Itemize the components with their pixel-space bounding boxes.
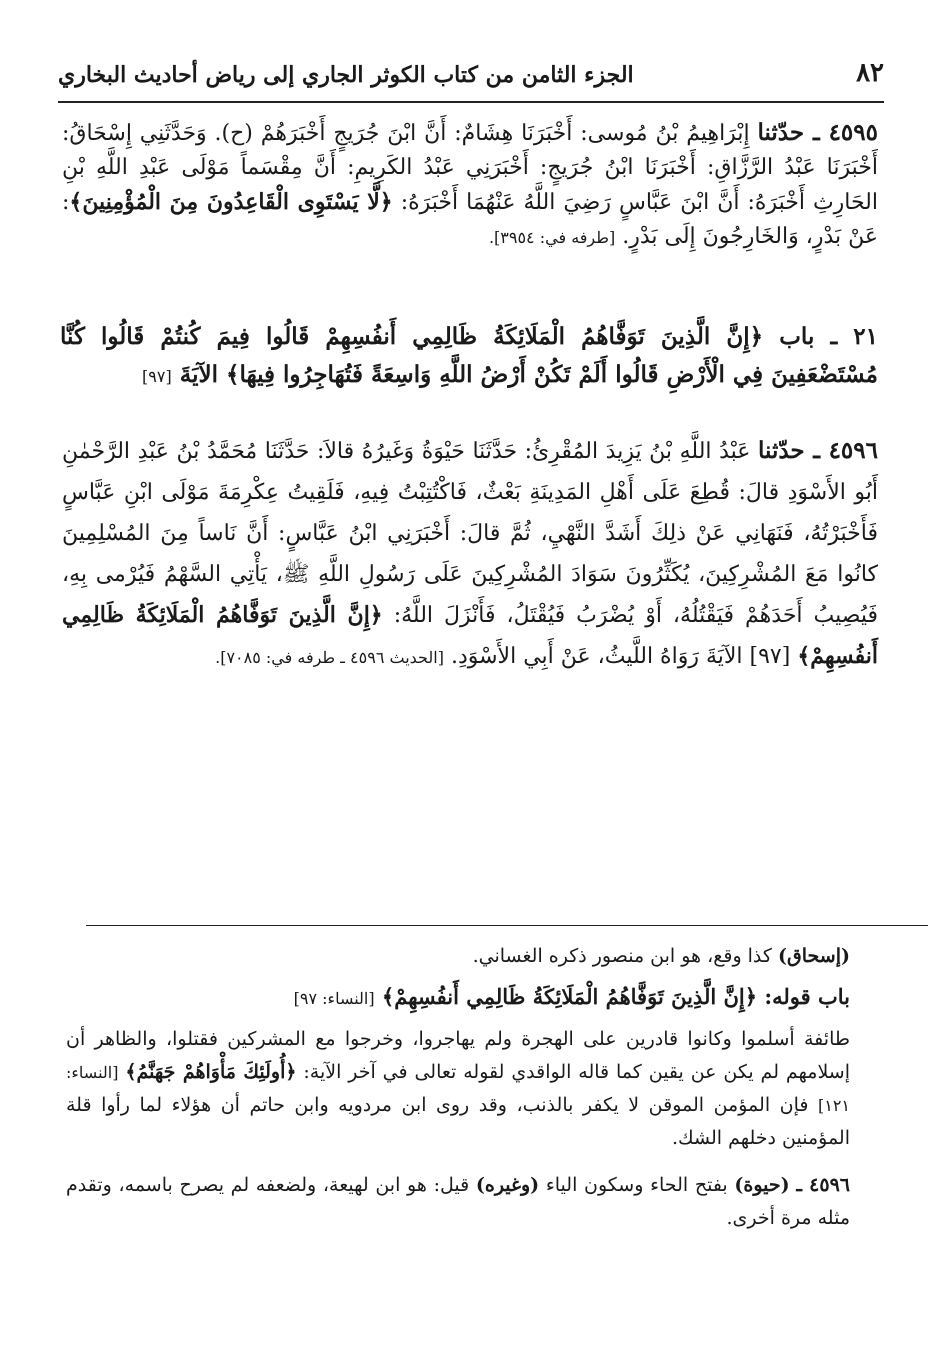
page-number: ٨٢	[856, 58, 884, 88]
quran-verse: ﴿لَّا يَسْتَوِى الْقَاعِدُونَ مِنَ الْمُؤْمِنِينَ﴾	[69, 189, 393, 215]
commentary-quran-verse: ﴿إِنَّ الَّذِينَ تَوَفَّاهُمُ الْمَلَائِكَةُ ظَالِمِي أَنفُسِهِمْ﴾	[381, 984, 758, 1009]
commentary-explanation	[66, 1023, 850, 1155]
verse-reference: [٩٧]	[142, 367, 172, 386]
commentary-text: كذا وقع، هو ابن منصور ذكره الغساني.	[472, 945, 772, 967]
chapter-suffix: الآيَةَ	[179, 361, 218, 388]
hadith-number: ٤٥٩٦ ـ حدّثنا	[758, 437, 878, 464]
commentary-term: (وغيره)	[475, 1174, 540, 1196]
commentary-number: ٤٥٩٦ ـ	[796, 1174, 850, 1196]
hadith-number: ٤٥٩٥ ـ حدّثنا	[757, 119, 878, 146]
commentary-text-continued: فإن المؤمن الموقن لا يكفر بالذنب، وقد روى ابن مردويه وابن حاتم أن هؤلاء لما رأوا قلة المؤمنين دخلهم الشك.	[66, 1094, 850, 1149]
commentary-term: (إسحاق)	[778, 945, 850, 967]
hadith-4596	[62, 430, 878, 678]
commentary-chapter-label: باب قوله:	[764, 984, 850, 1009]
commentary-verse-reference: [النساء: ١٢١]	[66, 1063, 850, 1115]
hadith-4596-paragraph	[62, 430, 878, 678]
page-header	[58, 56, 884, 96]
hadith-text: إِبْرَاهِيمُ بْنُ مُوسى: أَخْبَرَنَا هِشَامٌ: أَنَّ ابْنَ جُرَيجٍ أَخْبَرَهُمْ (ح). وَحَدَّثَنِي إِسْحَاقُ: أَخْبَرَنَا عَبْدُ الرَّزَّاقِ: أَخْبَرَنَا ابْنُ جُرَيجٍ: أَخْبَرَنِي عَبْدُ الكَرِيمِ: أَنَّ مِقْسَماً مَوْلَى عَبْدِ اللَّهِ بْنِ الحَارِثِ أَخْبَرَهُ: أَنَّ ابْنَ عَبَّاسٍ رَضِيَ اللَّهُ عَنْهُمَا أَخْبَرَهُ:	[62, 121, 878, 215]
hadith-text-continued: [٩٧] الآيَةَ رَوَاهُ اللَّيثُ، عَنْ أَبِي الأَسْوَدِ.	[450, 644, 791, 669]
footnote-divider	[86, 925, 928, 926]
commentary-term: (حيوة)	[734, 1174, 790, 1196]
header-divider	[58, 101, 884, 103]
commentary-text: قيل: هو ابن لهيعة، ولضعفه لم يصرح باسمه، وتقدم مثله مرة أخرى.	[66, 1174, 850, 1229]
commentary-quran-verse: ﴿أُولَئِكَ مَأْوَاهُمْ جَهَنَّمُ﴾	[125, 1061, 297, 1083]
cross-reference: [طرفه في: ٣٩٥٤].	[488, 228, 616, 247]
commentary-4596	[66, 1169, 850, 1235]
hadith-text: عَبْدُ اللَّهِ بْنُ يَزِيدَ المُقْرِئُ: حَدَّثَنَا حَيْوَةُ وَغَيرُهُ قالاَ: حَدَّثَنَا مُحَمَّدُ بْنُ عَبْدِ الرَّحْمٰنِ أَبُو الأَسْوَدِ قالَ: قُطِعَ عَلَى أَهْلِ المَدِينَةِ بَعْثٌ، فَاكْتُتِبْتُ فِيهِ، فَلَقِيتُ عِكْرِمَةَ مَوْلَى ابْنِ عَبَّاسٍ فَأَخْبَرْتُهُ، فَنَهَانِي عَنْ ذلِكَ أَشَدَّ النَّهْيِ، ثُمَّ قالَ: أَخْبَرَنِي ابْنُ عَبَّاسٍ: أَنَّ نَاساً مِنَ المُسْلِمِينَ كانُوا مَعَ المُشْرِكِينَ، يُكَثِّرُونَ سَوَادَ المُشْرِكِينَ عَلَى رَسُولِ اللَّهِ ﷺ، يَأْتِي السَّهْمُ فَيُرْمى بِهِ، فَيُصِيبُ أَحَدَهُمْ فَيَقْتُلُهُ، أَوْ يُضْرَبُ فَيُقْتَلُ، فَأَنْزَلَ اللَّهُ:	[62, 439, 878, 628]
commentary-chapter-heading	[66, 981, 850, 1015]
commentary-verse-reference: [النساء: ٩٧]	[293, 989, 375, 1008]
cross-reference: [الحديث ٤٥٩٦ ـ طرفه في: ٧٠٨٥].	[215, 648, 444, 667]
running-title: الجزء الثامن من كتاب الكوثر الجاري إلى رياض أحاديث البخاري	[58, 62, 634, 88]
chapter-21	[60, 318, 878, 396]
commentary-ishaq	[66, 940, 850, 973]
commentary-text: بفتح الحاء وسكون الياء	[545, 1174, 728, 1196]
chapter-heading	[60, 318, 878, 396]
quran-verse: ﴿إِنَّ الَّذِينَ تَوَفَّاهُمُ الْمَلَائِكَةُ ظَالِمِي أَنفُسِهِمْ﴾	[62, 602, 878, 669]
hadith-4595-paragraph	[62, 116, 878, 255]
commentary-text: طائفة أسلموا وكانوا قادرين على الهجرة ولم يهاجروا، وخرجوا مع المشركين فقتلوا، والظاهر أن إسلامهم لم يكن عن يقين كما قاله الواقدي لقوله تعالى في آخر الآية:	[66, 1028, 850, 1083]
commentary-section	[66, 940, 850, 1235]
chapter-label: ٢١ ـ باب	[779, 323, 878, 350]
hadith-text-continued: : عَنْ بَدْرٍ، وَالخَارِجُونَ إِلَى بَدْرٍ.	[62, 190, 878, 249]
chapter-quran-verse: ﴿إِنَّ الَّذِينَ تَوَفَّاهُمُ الْمَلَائِكَةُ ظَالِمِي أَنفُسِهِمْ قَالُوا فِيمَ كُنتُمْ قَالُوا كُنَّا مُسْتَضْعَفِينَ فِي الْأَرْضِ قَالُوا أَلَمْ تَكُنْ أَرْضُ اللَّهِ وَاسِعَةً فَتُهَاجِرُوا فِيهَا﴾	[60, 323, 878, 388]
hadith-4595	[62, 116, 878, 255]
